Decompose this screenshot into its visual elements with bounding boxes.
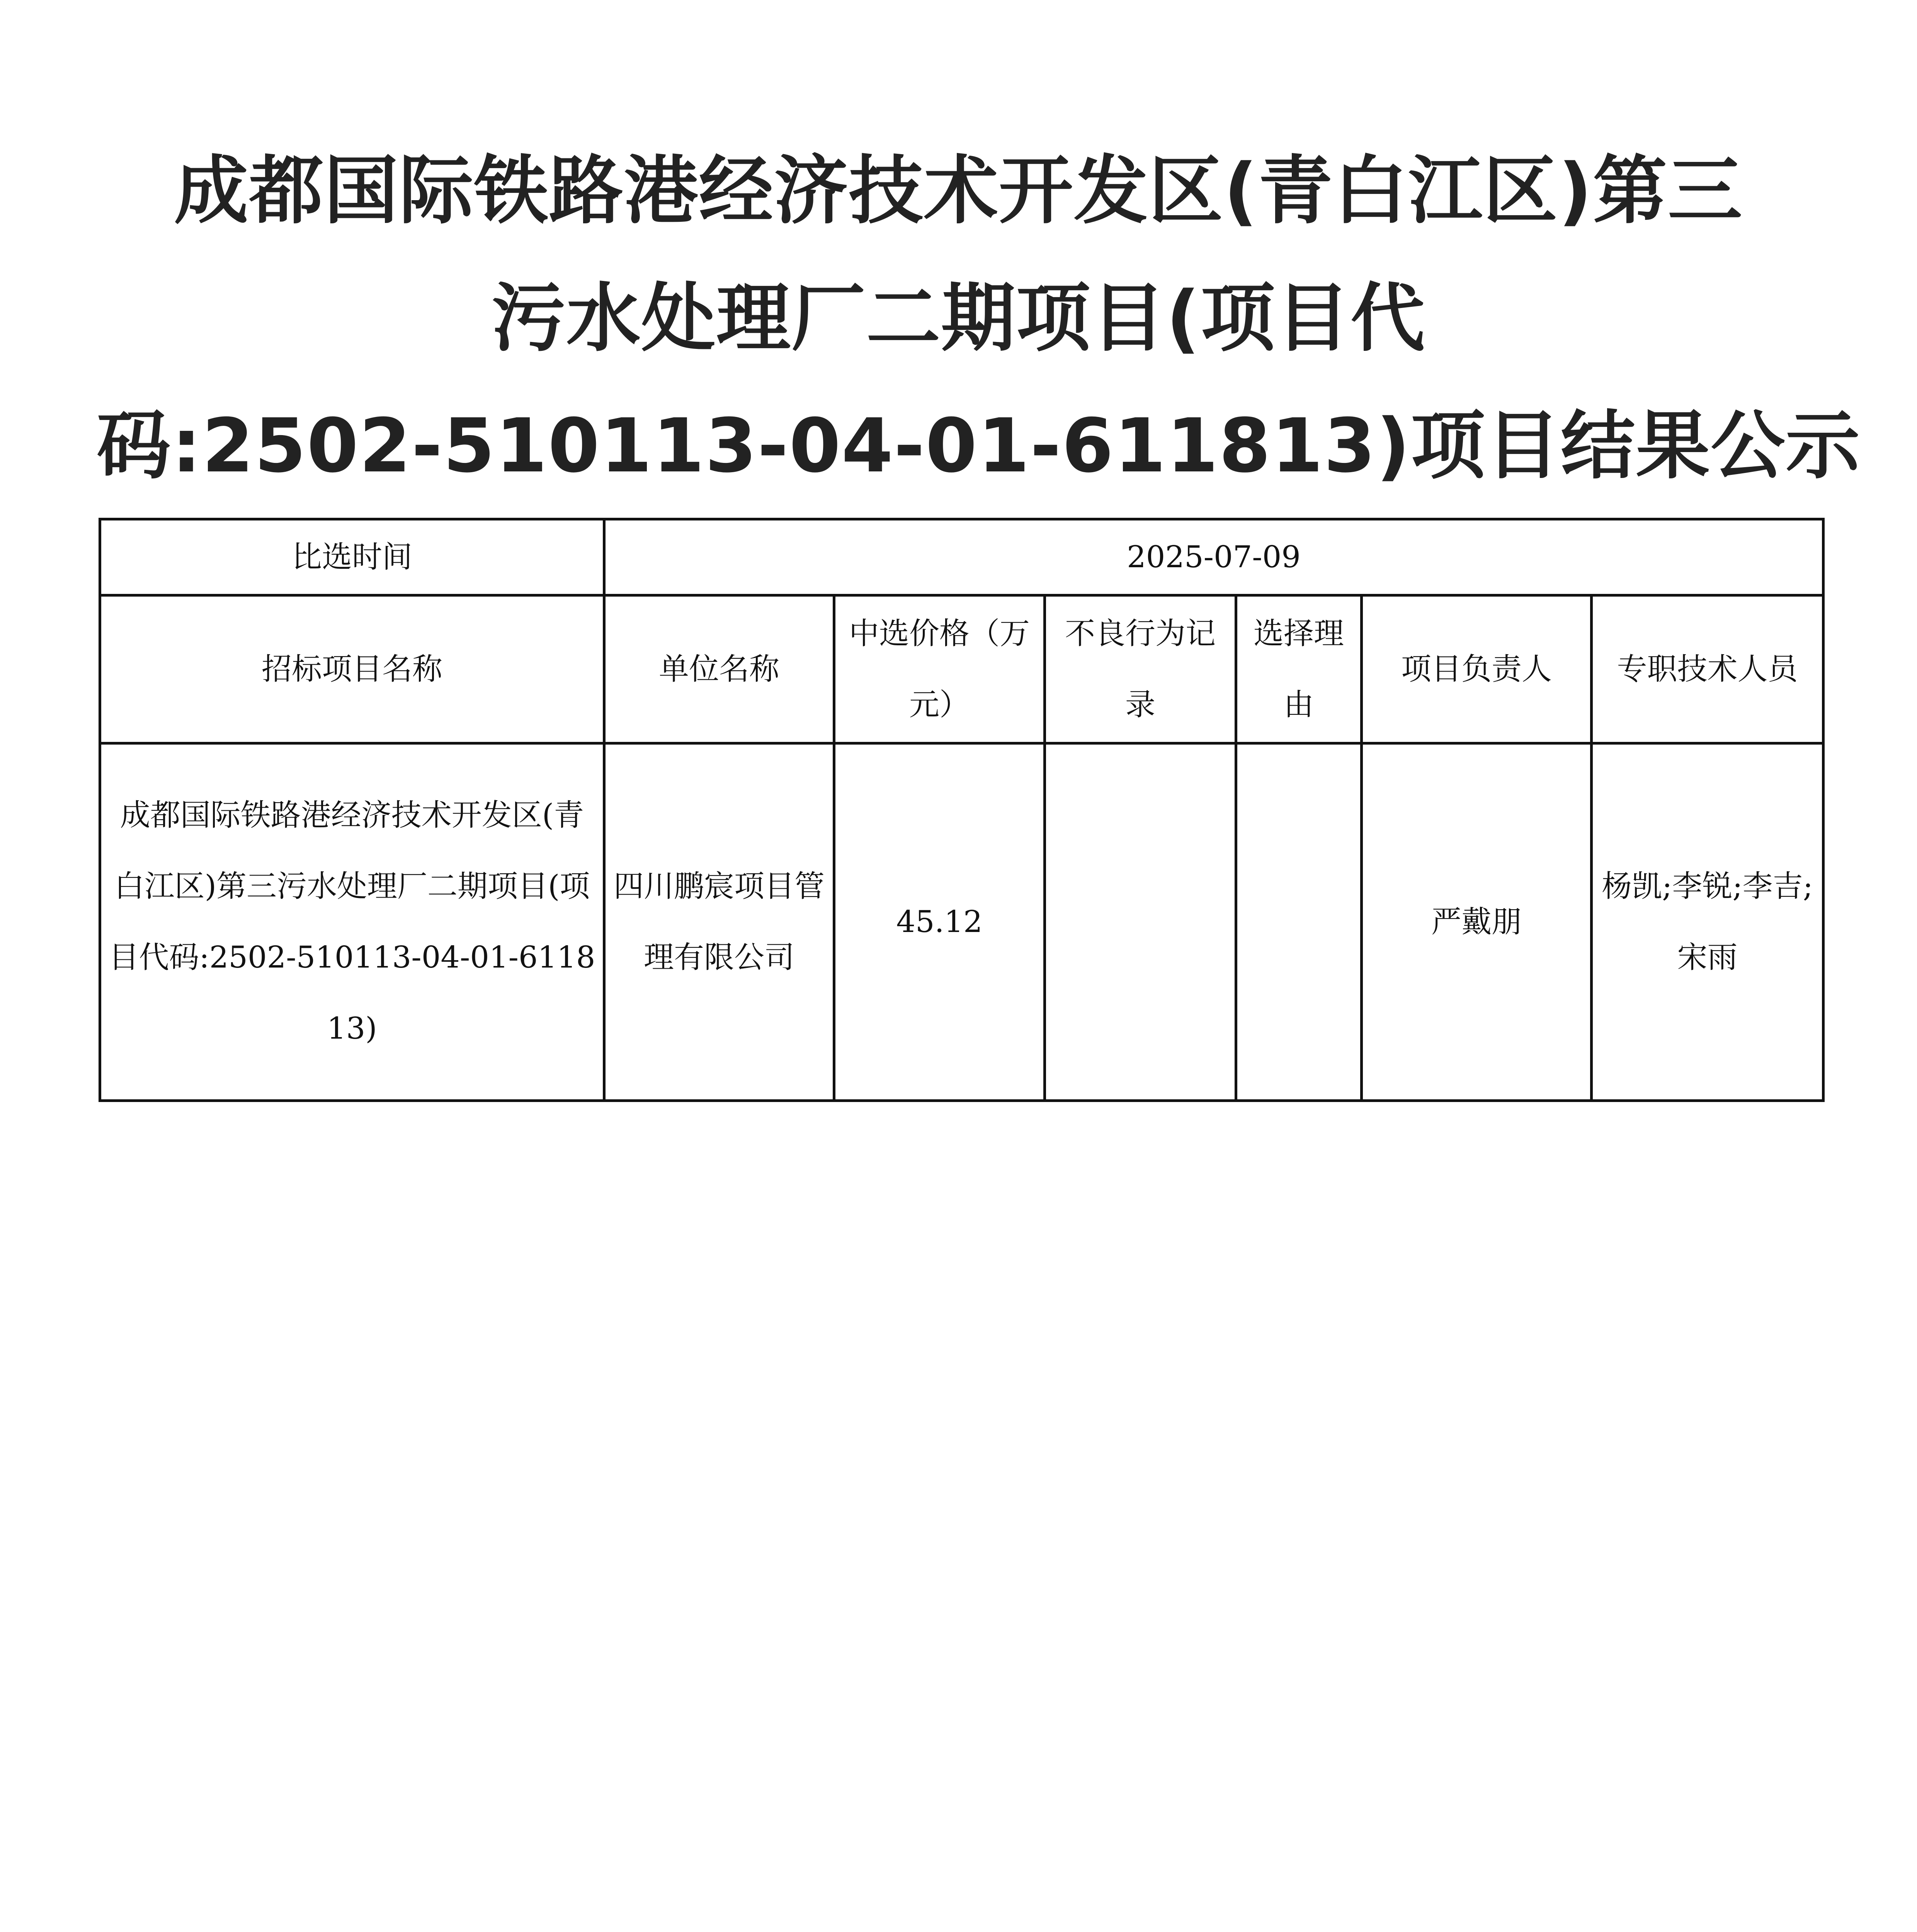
cell-project-leader <box>1362 743 1592 1101</box>
page-title-line-2: 污水处理厂二期项目(项目代 <box>491 276 1426 362</box>
cell-technical-staff <box>1592 743 1823 1101</box>
selection-time-value-text: 2025-07-09 <box>1127 540 1301 575</box>
cell-price-text: 45.12 <box>896 905 983 939</box>
cell-bad-record <box>1045 743 1236 1101</box>
cell-selection-reason <box>1236 743 1362 1101</box>
page-title-line-3: 码:2502-510113-04-01-611813)项目结果公示 <box>97 403 1861 489</box>
header-price <box>834 595 1045 743</box>
cell-company-name-text: 四川鹏宸项目管理有限公司 <box>613 869 825 975</box>
cell-price <box>834 743 1045 1101</box>
header-price-text: 中选价格（万元） <box>849 616 1030 722</box>
cell-project-name-text: 成都国际铁路港经济技术开发区(青白江区)第三污水处理厂二期项目(项目代码:2502-510113-04-01-611813) <box>109 798 595 1046</box>
header-technical-staff-text: 专职技术人员 <box>1617 652 1798 687</box>
header-technical-staff <box>1592 595 1823 743</box>
header-project-leader <box>1362 595 1592 743</box>
header-project-name <box>100 595 604 743</box>
cell-company-name <box>604 743 834 1101</box>
header-project-leader-text: 项目负责人 <box>1401 652 1552 687</box>
table-header-row <box>100 595 1823 743</box>
page-title-line-1: 成都国际铁路港经济技术开发区(青白江区)第三 <box>174 148 1743 234</box>
header-company-name <box>604 595 834 743</box>
selection-time-label <box>100 519 604 595</box>
header-selection-reason <box>1236 595 1362 743</box>
header-bad-record-text: 不良行为记录 <box>1065 616 1216 722</box>
header-bad-record <box>1045 595 1236 743</box>
selection-time-row <box>100 519 1823 595</box>
selection-time-label-text: 比选时间 <box>291 540 412 575</box>
header-company-name-text: 单位名称 <box>658 652 779 687</box>
header-selection-reason-text: 选择理由 <box>1253 616 1344 722</box>
page-title <box>97 128 1861 510</box>
cell-technical-staff-text: 杨凯;李锐;李吉;宋雨 <box>1602 869 1813 975</box>
table-row <box>100 743 1823 1101</box>
result-table <box>99 518 1825 1102</box>
header-project-name-text: 招标项目名称 <box>261 652 442 687</box>
cell-project-leader-text: 严戴朋 <box>1431 905 1522 939</box>
cell-project-name <box>100 743 604 1101</box>
selection-time-value <box>604 519 1823 595</box>
